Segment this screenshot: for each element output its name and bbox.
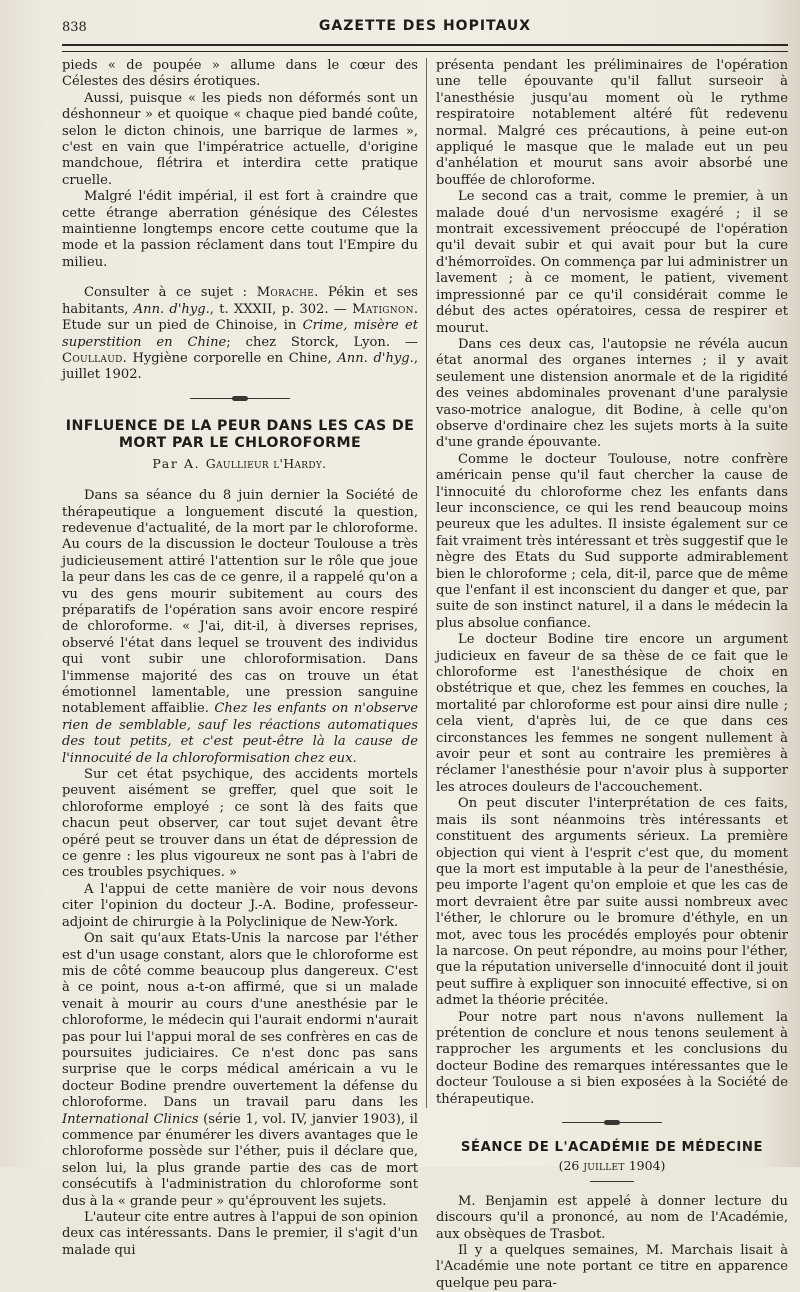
ref-text: . Etude sur un pied de Chinoise, in [62,301,418,334]
paragraph: Dans ces deux cas, l'autopsie ne révéla aucun état anormal des organes internes ; il y avait seulement une distension anormale et de la rigidité des veines abdominales provenant d'une paralysie vaso-motrice analogue, dit Bodine, à celle qu'on observe d'ordinaire chez les sujets morts à la suite d'une grande épouvante. [436,336,788,451]
paragraph: On peut discuter l'interprétation de ces faits, mais ils sont néanmoins très intéressants et constituent des arguments sérieux. La première objection qui vient à l'esprit c'est que, du moment que la mort est imputable à la peur de l'anesthésie, peu importe l'agent qu'on emploie et que les cas de mort devraient être par suite aussi nombreux avec l'éther, le chlorure ou le bromure d'éthyle, en un mot, avec tous les procédés employés pour obtenir la narcose. On peut répondre, au moins pour l'éther, que la réputation universelle d'innocuité dont il jouit peut suffire à expliquer son innocuité effective, si on admet la théorie précitée. [436,796,788,1009]
ref-text: ; chez Storck, Lyon. — [226,334,418,350]
article-title: INFLUENCE DE LA PEUR DANS LES CAS DE MORT PAR LE CHLOROFORME [65,417,415,451]
paragraph: Pour notre part nous n'avons nullement la prétention de conclure et nous tenons seulement à rapprocher les arguments et les conclusions du docteur Bodine des remarques intéressantes que le docteur Toulouse a si bien exposées à la Société de thérapeutique. [436,1009,788,1107]
page-number: 838 [62,20,87,35]
column-divider [426,58,427,1108]
ref-text: Consulter à ce sujet : [84,285,257,301]
journal-name: International Clinics [62,1111,199,1127]
ref-text: . Pékin et ses habitants, [62,285,418,317]
ref-author: Morache [256,285,315,301]
right-column [436,58,788,1292]
paragraph: L'auteur cite entre autres à l'appui de son opinion deux cas intéressants. Dans le premier, il s'agit d'un malade qui [62,1210,418,1258]
paragraph: Sur cet état psychique, des accidents mortels peuvent aisément se greffer, quel que soit le chloroforme employé ; ce sont là des faits que chacun peut observer, car tout sujet devant être opéré peut se trouver dans un état de dépression de ce genre : les plus vigoureux ne sont pas à l'abri de ces troubles psychiques. » [62,767,418,881]
date-open: (26 [558,1158,584,1174]
paragraph: pieds « de poupée » allume dans le cœur des Célestes des désirs érotiques. [62,58,418,90]
article-byline [62,456,418,472]
page-header [62,18,788,40]
ref-journal: Crime, misère et superstition en Chine [62,318,418,350]
paragraph-text: (série 1, vol. IV, janvier 1903), il commence par énumérer les divers avantages que le chloroforme possède sur l'éther, puis il déclare que, selon lui, la plus grande partie des cas de mort consécutifs à l'administration du chloroforme sont dus à la « grande peur » qu'éprouvent les sujets. [62,1111,418,1209]
byline-author: Gaullieur l'Hardy [205,455,323,471]
short-rule [590,1181,634,1182]
paragraph: Comme le docteur Toulouse, notre confrère américain pense qu'il faut chercher la cause de l'innocuité du chloroforme chez les enfants dans leur inconscience, ce qui les rend beaucoup moins peureux que les adultes. Il insiste également sur ce fait vraiment très intéressant et très suggestif que le nègre des Etats du Sud supporte admirablement bien le chloroforme ; cela, dit-il, parce que de même que l'enfant il est inconscient du danger et que, par suite de son instinct naturel, il a dans le médecin la plus absolue confiance. [436,451,788,631]
paragraph: A l'appui de cette manière de voir nous devons citer l'opinion du docteur J.-A. Bodine, professeur-adjoint de chirurgie à la Polyclinique de New-York. [62,881,418,930]
paragraph-text: Dans sa séance du 8 juin dernier la Société de thérapeutique a longuement discuté la question, redevenue d'actualité, de la mort par le chloroforme. Au cours de la discussion le docteur Toulouse a très judicieusement attiré l'attention sur le rôle que joue la peur dans les cas de ce genre, il a rappelé qu'on a vu des gens mourir subitement au cours des préparatifs de l'opération sans avoir encore respiré de chloroforme. « J'ai, dit-il, à diverses reprises, observé l'état dans lequel se trouvent des individus qui vont subir une chloroformisation. Dans l'immense majorité des cas on trouve un état émotionnel lamentable, une pression sanguine notablement affaiblie. [62,488,418,717]
section-ornament [190,394,290,404]
date-month: juillet [583,1158,625,1174]
paragraph: Malgré l'édit impérial, il est fort à craindre que cette étrange aberration génésique des Célestes maintienne longtemps encore cette coutume que la mode et la passion réclament dans tout l'Empire du milieu. [62,189,418,270]
paragraph-italic: Chez les enfants on n'observe rien de semblable, sauf les réactions automatiques des tout petits, et c'est peut-être là la cause de l'innocuité de la chloroformisation chez eux. [62,701,418,766]
references-paragraph [62,285,418,383]
left-column [62,58,418,1259]
paragraph [62,488,418,767]
paragraph: Aussi, puisque « les pieds non déformés sont un déshonneur » et quoique « chaque pied bandé coûte, selon le dicton chinois, une barrique de larmes », c'est en vain que l'impératrice actuelle, d'origine mandchoue, flétrira et interdira cette pratique cruelle. [62,90,418,188]
date-close: 1904) [624,1158,666,1174]
paragraph-text: On sait qu'aux Etats-Unis la narcose par l'éther est d'un usage constant, alors que le chloroforme est mis de côté comme beaucoup plus dangereux. C'est à ce point, nous a-t-on affirmé, que si un malade venait à mourir au cours d'une anesthésie par le chloroforme, le médecin qui l'aurait endormi n'aurait pas pour lui l'appui moral de ses confrères en cas de poursuites judiciaires. Ce n'est donc pas sans surprise que le corps médical américain a vu le docteur Bodine prendre ouvertement la défense du chloroforme. Dans un travail paru dans les [62,931,418,1111]
journal-title: GAZETTE DES HOPITAUX [318,18,532,34]
section-title: SÉANCE DE L'ACADÉMIE DE MÉDECINE [460,1140,764,1155]
paragraph: Le second cas a trait, comme le premier, à un malade doué d'un nervosisme exagéré ; il se montrait excessivement préoccupé de l'opération qu'il devait subir et qui avait pour but la cure d'hémorroïdes. On commença par lui administrer un lavement ; à ce moment, le patient, vivement impressionné par ce qu'il considérait comme le début des actes opératoires, cessa de respirer et mourut. [436,189,788,336]
header-rule [62,44,788,52]
section-ornament [562,1118,662,1128]
ref-text: , t. XXXII, p. 302. — [209,301,353,317]
ref-author: Matignon [352,301,414,317]
ref-author: Coullaud [62,350,123,366]
paragraph: Il y a quelques semaines, M. Marchais lisait à l'Académie une note portant ce titre en apparence quelque peu para- [436,1243,788,1291]
ref-journal: Ann. d'hyg. [337,350,414,366]
ref-journal: Ann. d'hyg. [133,301,210,317]
paragraph [62,931,418,1210]
spacer [62,271,418,285]
ref-text: . Hygiène corporelle en Chine, [122,350,338,366]
paragraph: Le docteur Bodine tire encore un argument judicieux en faveur de sa thèse de ce fait que le chloroforme est l'anesthésique de choix en obstétrique et que, chez les femmes en couches, la mortalité par chloroforme est pour ainsi dire nulle ; cela vient, d'après lui, de ce que dans ces circonstances les femmes ne songent nullement à avoir peur et sont au contraire les premières à réclamer l'anesthésie pour n'avoir plus à supporter les atroces douleurs de l'accouchement. [436,632,788,795]
paragraph: M. Benjamin est appelé à donner lecture du discours qu'il a prononcé, au nom de l'Académie, aux obsèques de Trasbot. [436,1193,788,1242]
byline-suffix: . [322,455,328,471]
paragraph: présenta pendant les préliminaires de l'opération une telle épouvante qu'il fallut surseoir à l'anesthésie jusqu'au moment où le rythme respiratoire notablement altéré fût redevenu normal. Malgré ces précautions, à peine eut-on appliqué le masque que le malade eut un peu d'anhélation et mourut sans avoir absorbé une bouffée de chloroforme. [436,58,788,188]
byline-prefix: Par A. [152,455,206,471]
ref-text: , juillet 1902. [62,350,418,383]
